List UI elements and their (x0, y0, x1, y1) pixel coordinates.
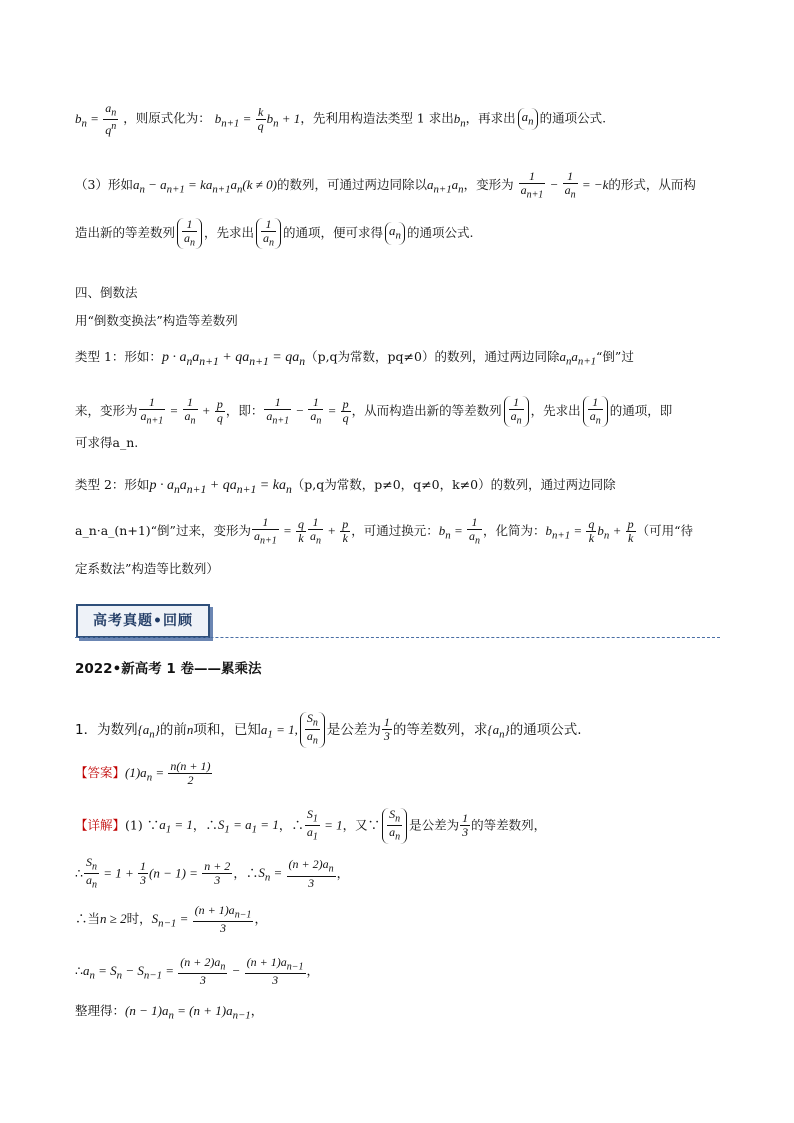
type2-line3: 定系数法”构造等比数列） (75, 561, 219, 576)
answer-label: 【答案】 (75, 765, 126, 780)
type1-line2e: 的通项，即 (609, 403, 673, 419)
p3-line1: （3）形如$a_n - a_{n+1} = ka_{n+1}a_n(k \ne 0)$的数列，可通过两边同除以$a_{n+1}a_n$，变形为 $\frac{1}{a_{n+1}}$ − $\frac{1}{a_n}$ = −k的形式，从而构 (75, 169, 696, 201)
detail-l4a: ∴ (75, 963, 83, 979)
p3-line2b: ，先求出 (204, 225, 255, 241)
detail-l3e: ， (254, 911, 267, 927)
type2-line2d: （可用“待 (636, 523, 694, 539)
p1-text1: ，则原式化为： (123, 110, 211, 126)
detail-l1g: ，又∵ (342, 817, 381, 833)
exam-title: 2022•新高考 1 卷——累乘法 (75, 661, 262, 677)
detail-line3: ∴当n ≥ 2时，$S_{n-1}$ = $\frac{(n + 1)a_{n-1}}{3}$ ， (75, 903, 267, 936)
detail-line1: 【详解】(1) $\because a_1 = 1$，$\therefore S_1 = a_1 = 1$，∴ $\frac{S_1}{a_1}$ = 1，又∵ $\frac{S_n}{a_n}$ 是公差为 $\frac{1}{3}$ 的等差数列， (75, 807, 547, 843)
detail-l1c: ，∴ (192, 817, 218, 833)
heading-4: 四、倒数法 (75, 285, 138, 300)
p1-text3: ，再求出 (465, 110, 516, 126)
detail-label: 【详解】 (75, 817, 126, 833)
p3-text2: ，变形为 (463, 177, 514, 193)
question-t5: 的通项公式. (509, 721, 582, 738)
p1-line: $b_n$ = $\frac{a_n}{q^n}$ ，则原式化为： $b_{n+1}$ = $\frac{k}{q}$ $b_n + 1$，先利用构造法类型 1 求出$b_n$，再求出 $a_n$ 的通项公式. (75, 101, 607, 138)
type2-cond: （p,q为常数，p≠0，q≠0，k≠0）的数列，通过两边同除 (291, 477, 616, 492)
type2-label: 类型 2：形如 (75, 477, 150, 492)
question-t1: 的前 (159, 721, 187, 738)
detail-l1j: 的等差数列， (471, 817, 547, 833)
type1-cond: （p,q为常数，pq≠0）的数列，通过两边同除 (305, 349, 560, 364)
detail-l2c: ，∴ (233, 865, 259, 881)
p3-line2e: 的通项公式. (406, 225, 474, 241)
p1-text2: ，先利用构造法类型 1 求出 (300, 110, 454, 126)
type2-line1: 类型 2：形如$p \cdot a_na_{n+1} + qa_{n+1} = ka_n(p,q$为常数，p≠0，q≠0，k≠0）的数列，通过两边同除 (75, 477, 616, 496)
detail-line4: $\therefore a_n = S_n - S_{n-1}$ = $\frac{(n + 2)a_n}{3}$ − $\frac{(n + 1)a_{n-1}}{3}$ ， (75, 955, 320, 988)
p3-line2: 造出新的等差数列 $\frac{1}{a_n}$ ，先求出 $\frac{1}{a_n}$ 的通项，便可求得 $a_n$ 的通项公式. (75, 217, 474, 249)
p3-line2c: 的通项，便可求得 (283, 225, 384, 241)
type1-line3: 可求得a_n. (75, 435, 139, 450)
p3-text1: 的数列，可通过两边同除以 (276, 177, 427, 193)
detail-l1i: 是公差为 (409, 817, 460, 833)
type2-line2c: ，化简为： (482, 523, 546, 539)
type1-tail: “倒”过 (596, 349, 634, 364)
detail-line5: 整理得：$(n - 1)a_n = (n + 1)a_{n-1}$， (75, 1003, 264, 1022)
type2-line2: a_n·a_(n+1)“倒”过来，变形为 $\frac{1}{a_{n+1}}$ = $\frac{q}{k}$ $\frac{1}{a_n}$ + $\frac{p}{k}$ ，可通过换元：$b_n$ = $\frac{1}{a_n}$ ，化简为：$b_{n+1}$ = $\frac{q}{k}$ $b_n$ + $\frac{p}{k}$ （可用“待 (75, 515, 694, 547)
type1-line1: 类型 1：形如：$p \cdot a_na_{n+1} + qa_{n+1} = qa_n(p,q$为常数，pq≠0）的数列，通过两边同除$a_na_{n+1}“$倒”过 (75, 349, 634, 368)
type2-line2b: ，可通过换元： (351, 523, 439, 539)
type1-line2c: ，从而构造出新的等差数列 (351, 403, 502, 419)
detail-l1a: (1) ∵ (125, 817, 160, 833)
detail-l1e: ，∴ (278, 817, 304, 833)
section-label-box (76, 604, 210, 638)
detail-l2e: ， (336, 865, 350, 881)
p3-text3: 的形式，从而构 (608, 177, 696, 193)
detail-line2: ∴ $\frac{S_n}{a_n}$ = 1 + $\frac{1}{3}$ (n − 1) = $\frac{n + 2}{3}$ ，$\therefore S_n$ = $\frac{(n + 2)a_n}{3}$ ， (75, 855, 350, 891)
detail-l3c: 时， (126, 911, 152, 927)
type1-line2d: ，先求出 (530, 403, 581, 419)
detail-l4c: ， (306, 963, 320, 979)
answer-line: 【答案】$(1)a_n$ = $\frac{n(n + 1)}{2}$ (75, 759, 211, 787)
type1-line2a: 来，变形为 (75, 403, 138, 419)
p3-prefix: （3）形如 (75, 177, 133, 193)
type1-label: 类型 1：形如： (75, 349, 162, 364)
method-desc: 用“倒数变换法”构造等差数列 (75, 313, 238, 328)
question-t4: 的等差数列，求 (392, 721, 488, 738)
type1-line2: 来，变形为 $\frac{1}{a_{n+1}}$ = $\frac{1}{a_n}$ + $\frac{p}{q}$ ，即： $\frac{1}{a_{n+1}}$ − $\frac{1}{a_n}$ = $\frac{p}{q}$ ，从而构造出新的等差数列 $\frac{1}{a_n}$ ，先求出 $\frac{1}{a_n}$ 的通项，即 (75, 395, 673, 427)
detail-l5c: ， (250, 1003, 264, 1018)
detail-l3a: ∴当 (75, 911, 101, 927)
p1-text4: 的通项公式. (539, 110, 607, 126)
type1-line2b: ，即： (225, 403, 264, 419)
section-divider (75, 637, 720, 638)
question-t2: 项和，已知 (193, 721, 261, 738)
p3-line2a: 造出新的等差数列 (75, 225, 176, 241)
question-t3: 是公差为 (326, 721, 381, 738)
formula-bn-def: $b_n$ = $\frac{a_n}{q^n}$ (75, 101, 117, 138)
type2-line2a: a_n·a_(n+1)“倒”过来，变形为 (75, 523, 251, 539)
question-num: 1．为数列 (75, 721, 138, 738)
detail-l2a: ∴ (75, 865, 83, 881)
formula-rec: $b_{n+1}$ = $\frac{k}{q}$ $b_n + 1$ (214, 105, 301, 134)
section-label: 高考真题•回顾 (93, 613, 193, 629)
question-line: 1．为数列$\{a_n\}$的前n项和，已知$a_1 = 1$, $\frac{S_n}{a_n}$ 是公差为 $\frac{1}{3}$ 的等差数列，求$\{a_n\}$的通项公式. (75, 711, 582, 747)
detail-l5a: 整理得： (75, 1003, 126, 1018)
